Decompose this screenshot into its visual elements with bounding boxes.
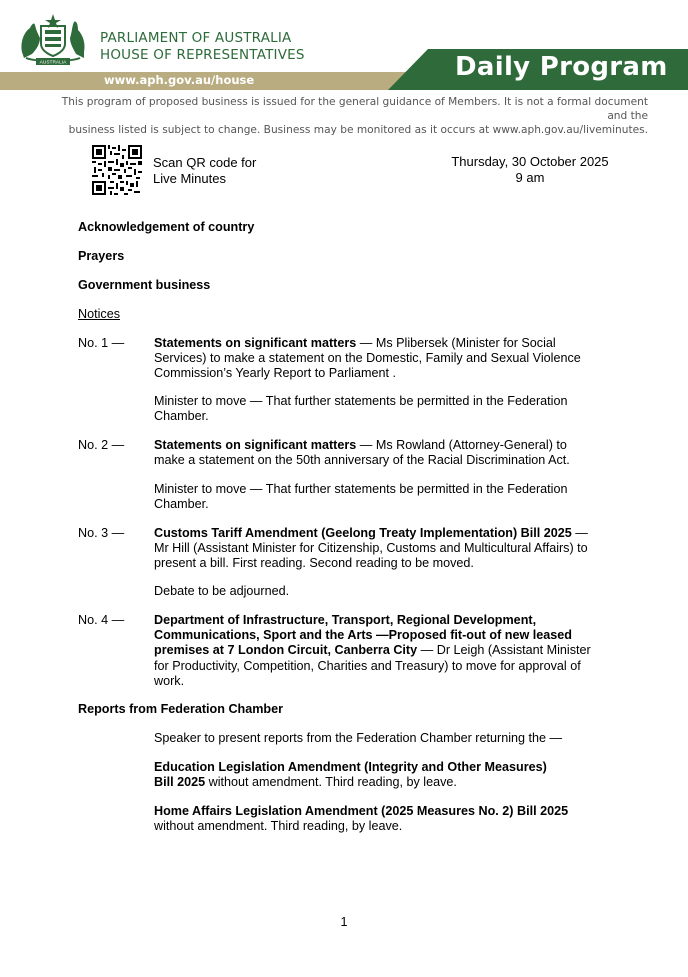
session-time: 9 am [515, 169, 545, 185]
report-bill-1 [154, 760, 614, 790]
coat-of-arms-icon [16, 12, 90, 66]
heading-notices: Notices [78, 307, 120, 321]
bill-title: Bill 2025 [154, 775, 206, 790]
heading-reports-federation-chamber: Reports from Federation Chamber [78, 702, 284, 716]
notice-followup-text: Debate to be adjourned. [154, 584, 290, 598]
notice-text: — Dr Leigh (Assistant Minister [417, 643, 591, 658]
qr-label-line1: Scan QR code for [153, 155, 257, 170]
notice-text: — Ms Plibersek (Minister for Social [356, 336, 556, 350]
heading-government-business: Government business [78, 278, 211, 292]
document-title: Daily Program [455, 52, 668, 82]
heading-acknowledgement: Acknowledgement of country [78, 220, 255, 234]
notice-title: premises at 7 London Circuit, Canberra City [154, 643, 418, 658]
notice-followup-3 [154, 584, 614, 599]
qr-code-icon[interactable] [92, 145, 142, 195]
notice-item-3 [154, 526, 614, 572]
website-link[interactable]: www.aph.gov.au/house [104, 73, 255, 87]
notice-title: Communications, Sport and the Arts —Proposed fit-out of new leased [154, 628, 572, 643]
notice-text: for Productivity, Competition, Charities and Treasury) to move for approval of [154, 658, 581, 673]
disclaimer [60, 95, 648, 137]
qr-label-line2: Live Minutes [153, 170, 226, 186]
notice-title: Statements on significant matters [154, 336, 357, 350]
notice-followup-text: Chamber. [154, 409, 209, 424]
notice-text: — Ms Rowland (Attorney-General) to [356, 438, 567, 452]
notice-title: Department of Infrastructure, Transport, Regional Development, [154, 613, 537, 627]
notice-text: Commission’s Yearly Report to Parliament . [154, 366, 396, 381]
notice-number: No. 3 — [78, 526, 125, 540]
notice-number: No. 1 — [78, 336, 125, 350]
org-name-line1: PARLIAMENT OF AUSTRALIA [100, 30, 292, 46]
reports-intro: Speaker to present reports from the Federation Chamber returning the — [154, 731, 563, 745]
notice-text: — [571, 526, 588, 540]
disclaimer-line1: This program of proposed business is issued for the general guidance of Members. It is not a formal document and the [61, 96, 648, 122]
bill-text: without amendment. Third reading, by leave. [205, 775, 457, 790]
notice-number: No. 2 — [78, 438, 125, 452]
notice-text: work. [154, 673, 185, 688]
session-date: Thursday, 30 October 2025 [451, 154, 609, 169]
qr-label [153, 155, 256, 186]
notice-item-2 [154, 438, 614, 468]
notice-followup-1 [154, 394, 614, 424]
session-date-time [440, 154, 620, 185]
notice-number: No. 4 — [78, 613, 125, 627]
notice-followup-text: Chamber. [154, 497, 209, 512]
report-bill-2 [154, 804, 614, 834]
notice-item-1 [154, 336, 614, 382]
notice-text: make a statement on the 50th anniversary of the Racial Discrimination Act. [154, 453, 570, 468]
notice-text: Services) to make a statement on the Domestic, Family and Sexual Violence [154, 351, 581, 366]
bill-text: without amendment. Third reading, by leave. [154, 819, 403, 834]
notice-followup-text: Minister to move — That further statements be permitted in the Federation [154, 482, 568, 496]
page-number: 1 [340, 915, 348, 929]
disclaimer-line2: business listed is subject to change. Business may be monitored as it occurs at www.aph.gov.au/liveminutes. [68, 124, 648, 136]
notice-followup-2 [154, 482, 614, 512]
notice-text: Mr Hill (Assistant Minister for Citizenship, Customs and Multicultural Affairs) to [154, 541, 588, 556]
notice-title: Customs Tariff Amendment (Geelong Treaty Implementation) Bill 2025 [154, 526, 572, 540]
notice-followup-text: Minister to move — That further statements be permitted in the Federation [154, 394, 568, 408]
org-name-line2: HOUSE OF REPRESENTATIVES [100, 47, 305, 63]
notice-item-4 [154, 613, 614, 689]
bill-title: Home Affairs Legislation Amendment (2025 Measures No. 2) Bill 2025 [154, 804, 569, 818]
heading-prayers: Prayers [78, 249, 125, 263]
crest-banner-text: AUSTRALIA [39, 60, 67, 66]
notice-title: Statements on significant matters [154, 438, 357, 452]
bill-title: Education Legislation Amendment (Integrity and Other Measures) [154, 760, 547, 774]
notice-text: present a bill. First reading. Second reading to be moved. [154, 556, 474, 571]
